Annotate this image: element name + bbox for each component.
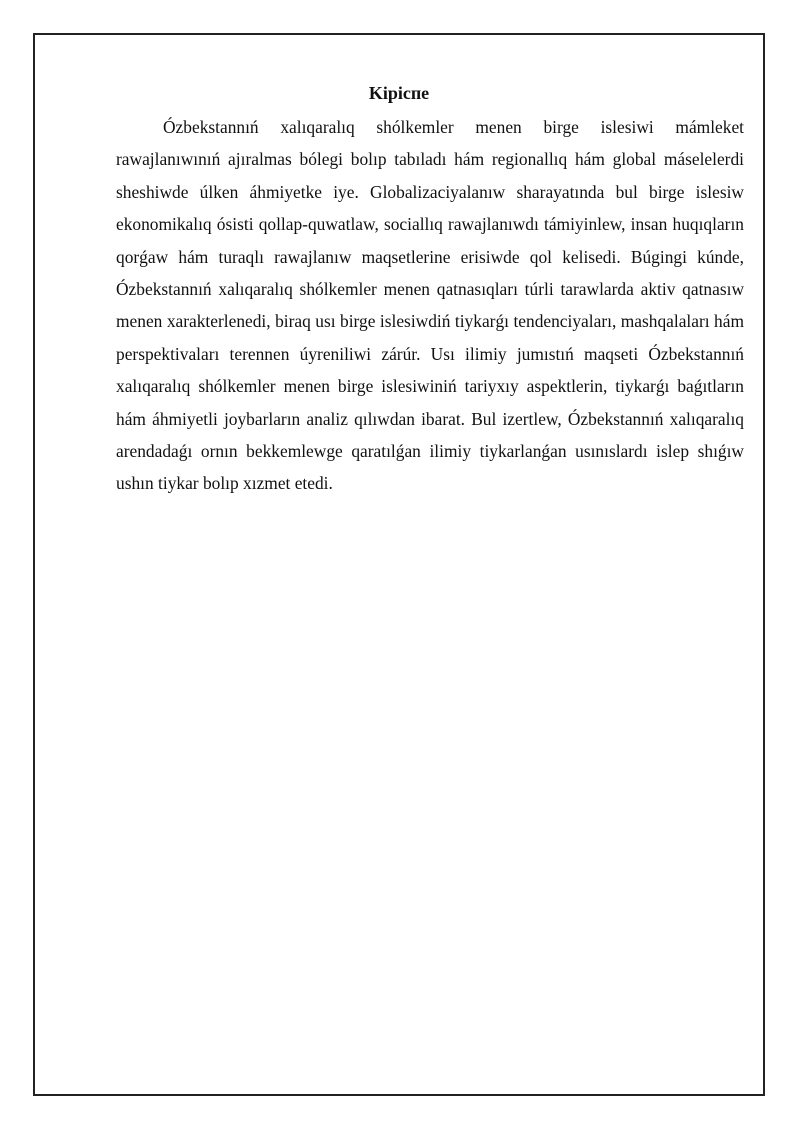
page-border bbox=[33, 33, 765, 1096]
page-title: Kipicпе bbox=[368, 83, 430, 103]
body-paragraph: Ózbekstannıń xalıqaralıq shólkemler menen birge islesiwi mámleket rawajlanıwınıń ajıralmas bólegi bolıp tabıladı hám regionallıq hám global máselelerdi sheshiwde úlken áhmiyetke iye. Globalizaciyalanıw sharayatında bul birge islesiw ekonomikalıq ósisti qollap-quwatlaw, sociallıq rawajlanıwdı támiyinlew, insan huqıqların qorǵaw hám turaqlı rawajlanıw maqsetlerine erisiwde qol kelisedi. Búgingi kúnde, Ózbekstannıń xalıqaralıq shólkemler menen qatnasıqları túrli tarawlarda aktiv qatnasıw menen xarakterlenedi, biraq usı birge islesiwdiń tiykarǵı tendenciyaları, mashqalaları hám perspektivaları terennen úyreniliwi zárúr. Usı ilimiy jumıstıń maqseti Ózbekstannıń xalıqaralıq shólkemler menen birge islesiwiniń tariyxıy aspektlerin, tiykarǵı baǵıtların hám áhmiyetli joybarların analiz qılıwdan ibarat. Bul izertlew, Ózbekstannıń xalıqaralıq arendadaǵı ornın bekkemlewge qaratılǵan ilimiy tiykarlanǵan usınıslardı islep shıǵıw ushın tiykar bolıp xızmet etedi. bbox=[116, 117, 744, 494]
